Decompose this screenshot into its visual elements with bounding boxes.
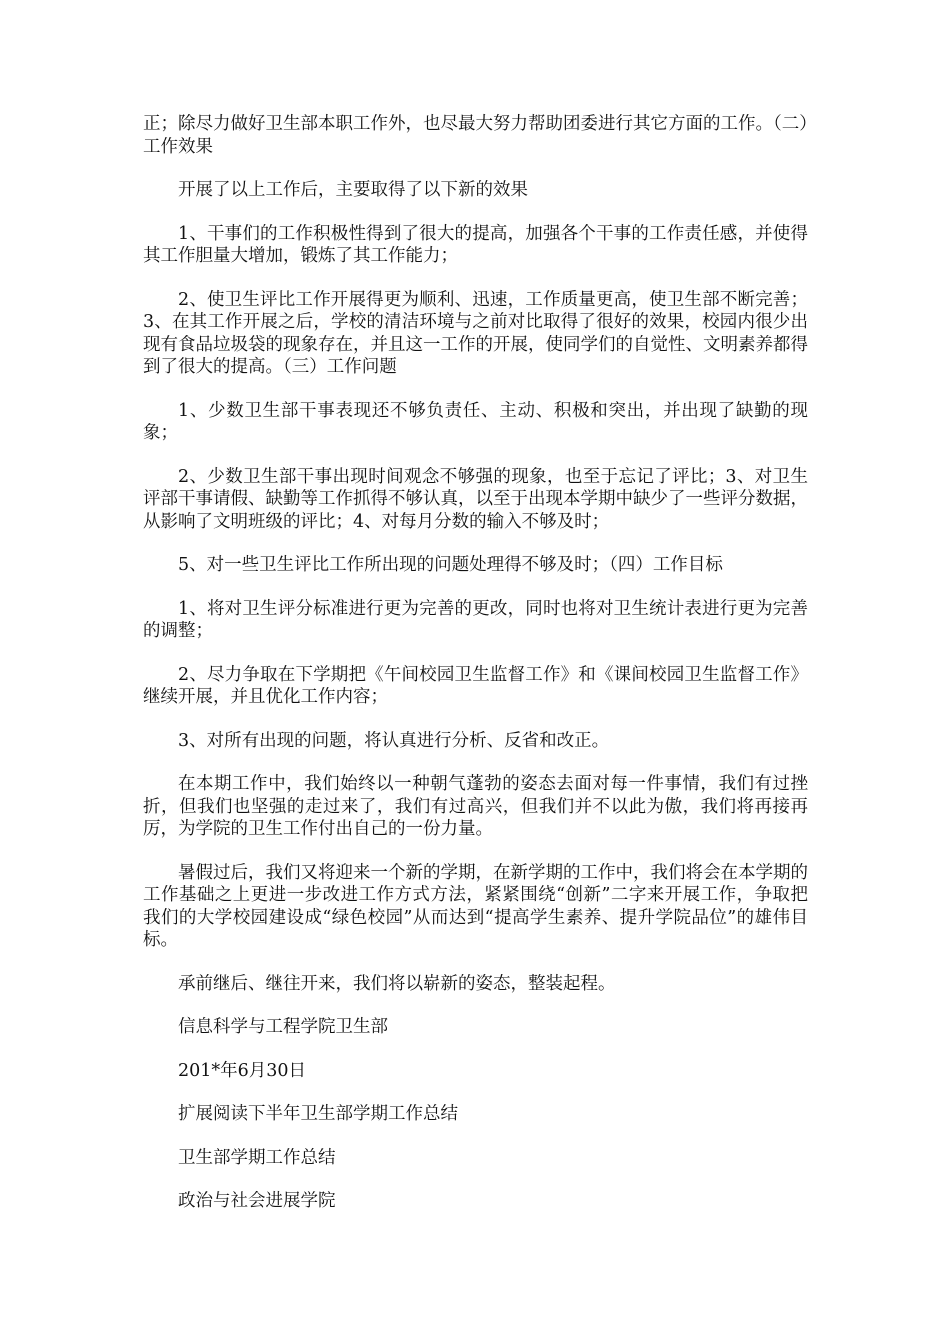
paragraph: 2、少数卫生部干事出现时间观念不够强的现象，也至于忘记了评比；3、对卫生评部干事请假、缺勤等工作抓得不够认真，以至于出现本学期中缺少了一些评分数据，从影响了文明班级的评比；4、对每月分数的输入不够及时； xyxy=(143,466,808,532)
paragraph: 3、对所有出现的问题，将认真进行分析、反省和改正。 xyxy=(178,730,610,751)
paragraph: 承前继后、继往开来，我们将以崭新的姿态，整装起程。 xyxy=(178,973,616,994)
paragraph: 2、使卫生评比工作开展得更为顺利、迅速，工作质量更高，使卫生部不断完善；3、在其工作开展之后，学校的清洁环境与之前对比取得了很好的效果，校园内很少出现有食品垃圾袋的现象存在，并且这一工作的开展，使同学们的自觉性、文明素养都得到了很大的提高。（三）工作问题 xyxy=(143,289,808,377)
paragraph-continuation: 正；除尽力做好卫生部本职工作外，也尽最大努力帮助团委进行其它方面的工作。（二）工作效果 xyxy=(143,114,808,157)
department-name: 政治与社会进展学院 xyxy=(178,1191,336,1211)
section-title: 卫生部学期工作总结 xyxy=(178,1147,336,1168)
paragraph: 1、干事们的工作积极性得到了很大的提高，加强各个干事的工作责任感，并使得其工作胆量大增加，锻炼了其工作能力； xyxy=(143,223,808,266)
paragraph: 在本期工作中，我们始终以一种朝气蓬勃的姿态去面对每一件事情，我们有过挫折，但我们也坚强的走过来了，我们有过高兴，但我们并不以此为傲，我们将再接再厉，为学院的卫生工作付出自己的一份力量。 xyxy=(143,774,808,839)
paragraph: 2、尽力争取在下学期把《午间校园卫生监督工作》和《课间校园卫生监督工作》继续开展，并且优化工作内容； xyxy=(143,664,808,707)
paragraph: 5、对一些卫生评比工作所出现的问题处理得不够及时；（四）工作目标 xyxy=(178,555,723,575)
signature-date: 201*年6月30日 xyxy=(178,1060,307,1081)
signature-organization: 信息科学与工程学院卫生部 xyxy=(178,1017,388,1037)
paragraph: 1、少数卫生部干事表现还不够负责任、主动、积极和突出，并出现了缺勤的现象； xyxy=(143,400,808,443)
extended-reading-title: 扩展阅读下半年卫生部学期工作总结 xyxy=(178,1104,458,1124)
document-body xyxy=(143,113,808,1234)
paragraph: 暑假过后，我们又将迎来一个新的学期，在新学期的工作中，我们将会在本学期的工作基础之上更进一步改进工作方式方法，紧紧围绕“创新”二字来开展工作，争取把我们的大学校园建设成“绿色校园”从而达到“提高学生素养、提升学院品位”的雄伟目标。 xyxy=(143,862,808,950)
paragraph: 1、将对卫生评分标准进行更为完善的更改，同时也将对卫生统计表进行更为完善的调整； xyxy=(143,598,808,641)
paragraph: 开展了以上工作后，主要取得了以下新的效果 xyxy=(178,180,528,200)
